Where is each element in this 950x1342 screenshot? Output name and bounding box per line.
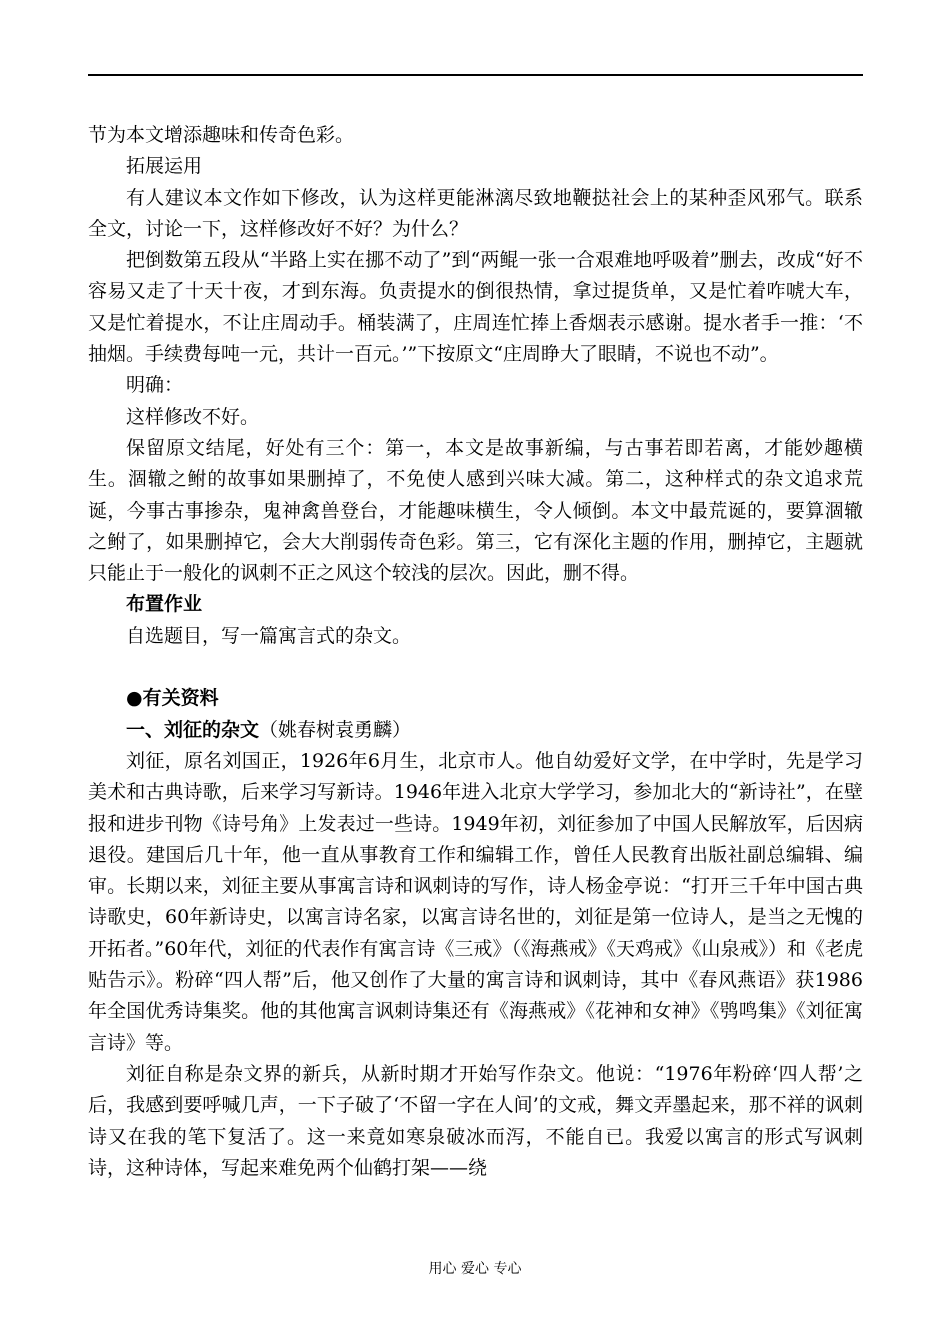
article-title: 一、刘征的杂文 bbox=[126, 718, 260, 741]
label-answer: 明确： bbox=[126, 374, 184, 397]
paragraph-biography: 刘征，原名刘国正，1926年6月生，北京市人。他自幼爱好文学，在中学时，先是学习美术和古典诗歌，后来学习写新诗。1946年进入北京大学学习，参加北大的“新诗社”，在壁报和进步刊物《诗号角》上发表过一些诗。1949年初，刘征参加了中国人民解放军，后因病退役。建国后几十年，他一直从事教育工作和编辑工作，曾任人民教育出版社副总编辑、编审。长期以来，刘征主要从事寓言诗和讽刺诗的写作，诗人杨金亭说：“打开三千年中国古典诗歌史，60年新诗史，以寓言诗名家，以寓言诗名世的，刘征是第一位诗人，是当之无愧的开拓者。”60年代，刘征的代表作有寓言诗《三戒》（《海燕戒》《天鸡戒》《山泉戒》）和《老虎贴告示》。粉碎“四人帮”后，他又创作了大量的寓言诗和讽刺诗，其中《春风燕语》获1986年全国优秀诗集奖。他的其他寓言讽刺诗集还有《海燕戒》《花神和女神》《鸮鸣集》《刘征寓言诗》等。 bbox=[88, 749, 863, 1054]
document-body bbox=[88, 120, 863, 1184]
paragraph-homework: 自选题目，写一篇寓言式的杂文。 bbox=[126, 624, 412, 647]
heading-references: ●有关资料 bbox=[126, 687, 219, 710]
section-label-extension: 拓展运用 bbox=[126, 155, 203, 178]
paragraph-reasons: 保留原文结尾，好处有三个：第一，本文是故事新编，与古事若即若离，才能妙趣横生。涸辙之鲋的故事如果删掉了，不免使人感到兴味大减。第二，这种样式的杂文追求荒诞，今事古事掺杂，鬼神禽兽登台，才能趣味横生，令人倾倒。本文中最荒诞的，要算涸辙之鲋了，如果删掉它，会大大削弱传奇色彩。第三，它有深化主题的作用，删掉它，主题就只能止于一般化的讽刺不正之风这个较浅的层次。因此，删不得。 bbox=[88, 436, 863, 585]
heading-homework: 布置作业 bbox=[126, 593, 203, 616]
paragraph-revision: 把倒数第五段从“半路上实在挪不动了”到“两鲲一张一合艰难地呼吸着”删去，改成“好不容易又走了十天十夜，才到东海。负责提水的倒很热情，拿过提货单，又是忙着咋唬大车，又是忙着提水，不让庄周动手。桶装满了，庄周连忙捧上香烟表示感谢。提水者手一推：‘不抽烟。手续费每吨一元，共计一百元。’”下按原文“庄周睁大了眼睛，不说也不动”。 bbox=[88, 249, 863, 366]
article-authors: （姚春树袁勇麟） bbox=[259, 718, 412, 741]
paragraph-essays: 刘征自称是杂文界的新兵，从新时期才开始写作杂文。他说：“1976年粉碎‘四人帮’之后，我感到要呼喊几声，一下子破了‘不留一字在人间’的文戒，舞文弄墨起来，那不祥的讽刺诗又在我的笔下复活了。这一来竟如寒泉破冰而泻，不能自已。我爱以寓言的形式写讽刺诗，这种诗体，写起来难免两个仙鹤打架——绕 bbox=[88, 1062, 863, 1179]
paragraph-continuation: 节为本文增添趣味和传奇色彩。 bbox=[88, 124, 355, 146]
paragraph-question: 有人建议本文作如下修改，认为这样更能淋漓尽致地鞭挞社会上的某种歪风邪气。联系全文，讨论一下，这样修改好不好？为什么？ bbox=[88, 186, 863, 240]
paragraph-answer: 这样修改不好。 bbox=[126, 405, 260, 428]
heading-article bbox=[88, 715, 863, 746]
header-rule bbox=[88, 74, 863, 76]
blank-line bbox=[88, 652, 863, 683]
page-footer: 用心 爱心 专心 bbox=[428, 1261, 522, 1277]
